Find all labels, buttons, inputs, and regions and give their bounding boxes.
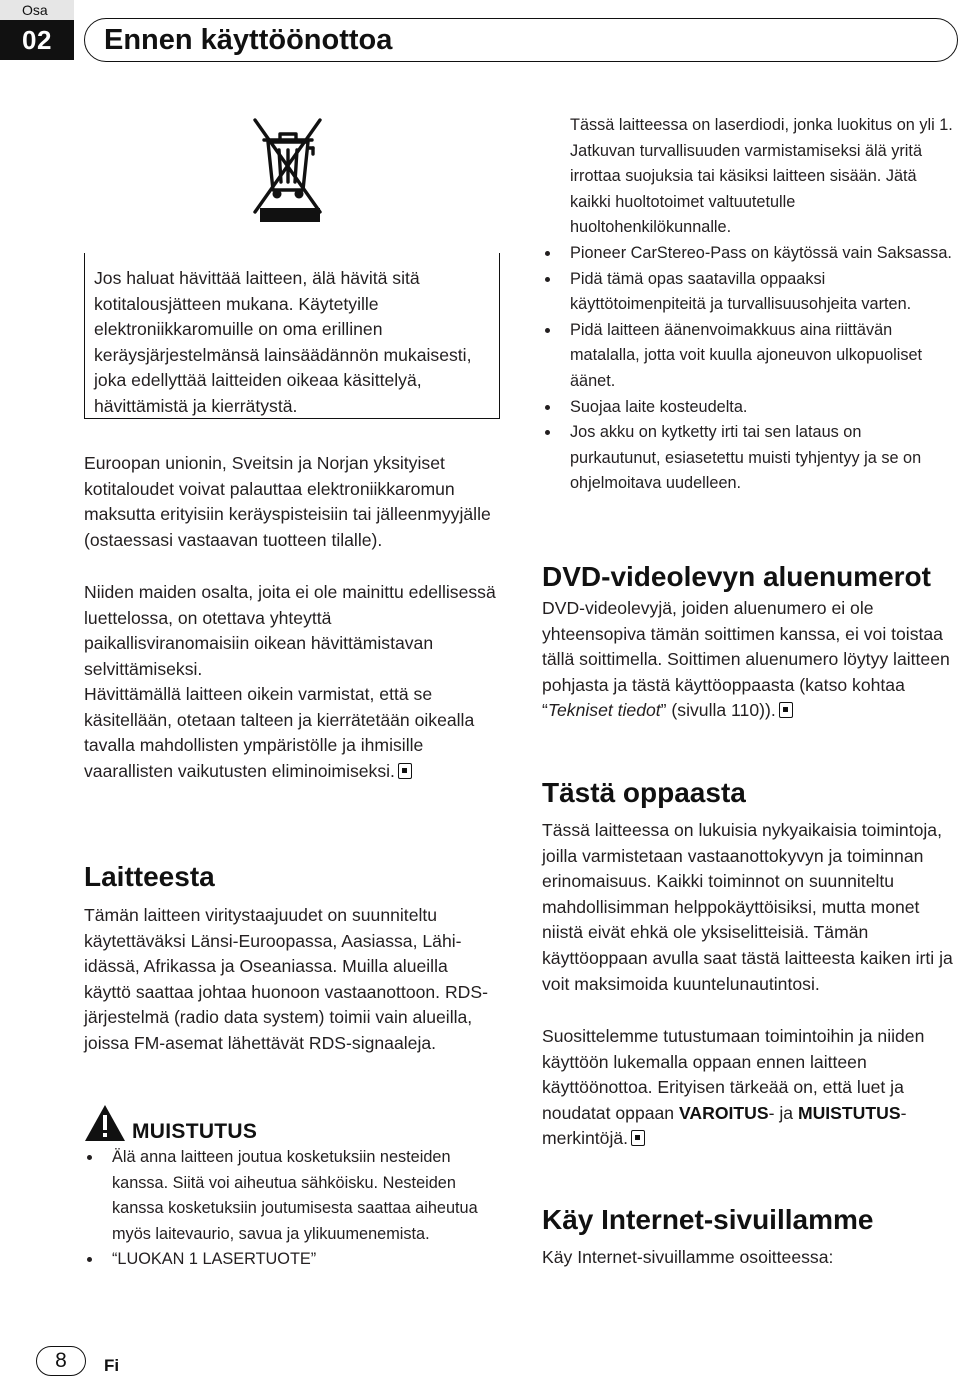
about-manual-paragraph-2 xyxy=(542,1024,958,1152)
chapter-number: 02 xyxy=(0,20,74,60)
end-of-section-icon xyxy=(779,702,793,718)
end-of-section-icon xyxy=(631,1130,645,1146)
dvd-region-body xyxy=(542,596,958,724)
disposal-paragraph-2: Niiden maiden osalta, joita ei ole mainittu edellisessä luettelossa, on otettava yhteyttä paikallisviranomaisiin oikean hävittämistavan selvittämiseksi. xyxy=(84,582,496,679)
about-manual-text-e: -merkintöjä. xyxy=(542,1102,907,1149)
caution-label: MUISTUTUS xyxy=(132,1120,258,1143)
disposal-paragraph-1: Euroopan unionin, Sveitsin ja Norjan yksityiset kotitaloudet voivat palauttaa elektroniikkaromun maksutta erityisiin keräyspisteisiin tai jälleenmyyjälle (ostaessasi vastaavan tuotteen tilalle). xyxy=(84,453,491,550)
page-number: 8 xyxy=(36,1346,86,1376)
safety-item: Pidä tämä opas saatavilla oppaaksi käyttötoimenpiteitä ja turvallisuusohjeita varten. xyxy=(542,267,956,318)
safety-item: Suojaa laite kosteudelta. xyxy=(542,395,956,421)
caution-item: “LUOKAN 1 LASERTUOTE” xyxy=(84,1247,500,1273)
laitteesta-heading: Laitteesta xyxy=(84,861,215,892)
end-of-section-icon xyxy=(398,763,412,779)
warning-term: VAROITUS xyxy=(678,1102,769,1123)
about-manual-paragraph-1: Tässä laitteessa on lukuisia nykyaikaisia toimintoja, joilla varmistetaan vastaanottokyvyn ja toiminnan erinomaisuus. Kaikki toiminnot on suunniteltu mahdollisimman helppokäyttöisiksi, mutta monet niistä eivät ehkä ole yksiselitteisiä. Tämän käyttöoppaan avulla saat tästä laitteesta kaiken irti ja voit maksimoida kuuntelunautintosi. xyxy=(542,820,953,994)
chapter-title: Ennen käyttöönottoa xyxy=(104,24,393,56)
section-label: Osa xyxy=(0,0,74,20)
about-manual-text-c: - ja xyxy=(768,1102,798,1123)
caution-item: Älä anna laitteen joutua kosketuksiin nesteiden kanssa. Siitä voi aiheutua sähköisku. Nesteiden kanssa kosketuksiin joutumisesta saattaa aiheutua myös laitevaurio, savua ja ylikuumenemista. xyxy=(84,1145,500,1247)
about-manual-text-a: Suosittelemme tutustumaan toimintoihin ja niiden käyttöön lukemalla oppaan ennen laitteen käyttöönottoa. Erityisen tärkeää on, että luet ja noudatat oppaan xyxy=(542,1026,925,1123)
website-heading: Käy Internet-sivuillamme xyxy=(542,1204,874,1235)
dvd-region-text-2: ” (sivulla 110)). xyxy=(660,700,776,721)
safety-list xyxy=(542,241,956,497)
laitteesta-body: Tämän laitteen viritystaajuudet on suunniteltu käytettäväksi Länsi-Euroopassa, Aasiassa, Lähi-idässä, Afrikassa ja Oseaniassa. Muilla alueilla käyttö saattaa johtaa huonoon vastaanottoon. RDS-järjestelmä (radio data system) toimii vain alueilla, joissa FM-asemat lähettävät RDS-signaaleja. xyxy=(84,905,488,1053)
website-body: Käy Internet-sivuillamme osoitteessa: xyxy=(542,1247,834,1267)
safety-item: Jos akku on kytketty irti tai sen lataus on purkautunut, esiasetettu muisti tyhjentyy ja se on ohjelmoitava uudelleen. xyxy=(542,420,956,497)
disposal-paragraph-3-text: Hävittämällä laitteen oikein varmistat, että se käsitellään, otetaan talteen ja kierrätetään oikealla tavalla mahdollisten ympäristölle ja ihmisille vaarallisten vaikutusten eliminoimiseksi. xyxy=(84,684,475,781)
language-code: Fi xyxy=(104,1356,120,1375)
safety-item: Pidä laitteen äänenvoimakkuus aina riittävän matalalla, jotta voit kuulla ajoneuvon ulkopuoliset äänet. xyxy=(542,318,956,395)
disposal-notice-text: Jos haluat hävittää laitteen, älä hävitä sitä kotitalousjätteen mukana. Käytetyille elektroniikkaromuille on oma erillinen keräysjärjestelmänsä lainsäädännön mukaisesti, joka edellyttää laitteiden oikeaa käsittelyä, hävittämistä ja kierrätystä. xyxy=(94,268,472,416)
caution-list xyxy=(84,1145,500,1273)
dvd-region-text-1: DVD-videolevyjä, joiden aluenumero ei ole yhteensopiva tämän soittimen kanssa, ei voi toistaa tällä soittimella. Soittimen aluenumero löytyy laitteen pohjasta ja tästä käyttöoppaasta (katso kohtaa “ xyxy=(542,598,950,721)
laser-notice: Tässä laitteessa on laserdiodi, jonka luokitus on yli 1. Jatkuvan turvallisuuden varmistamiseksi älä yritä irrottaa suojuksia tai käsiksi laitteen sisään. Jätä kaikki huoltotoimet valtuutetulle huoltohenkilökunnalle. xyxy=(570,116,953,237)
warning-triangle-icon xyxy=(84,1104,126,1142)
disposal-paragraph-3 xyxy=(84,682,498,784)
dvd-region-heading: DVD-videolevyn aluenumerot xyxy=(542,561,931,592)
about-manual-heading: Tästä oppaasta xyxy=(542,777,746,808)
caution-term: MUISTUTUS xyxy=(797,1102,901,1123)
safety-item: Pioneer CarStereo-Pass on käytössä vain Saksassa. xyxy=(542,241,956,267)
crossed-out-bin-icon xyxy=(250,116,326,224)
specifications-reference: Tekniset tiedot xyxy=(547,700,661,721)
